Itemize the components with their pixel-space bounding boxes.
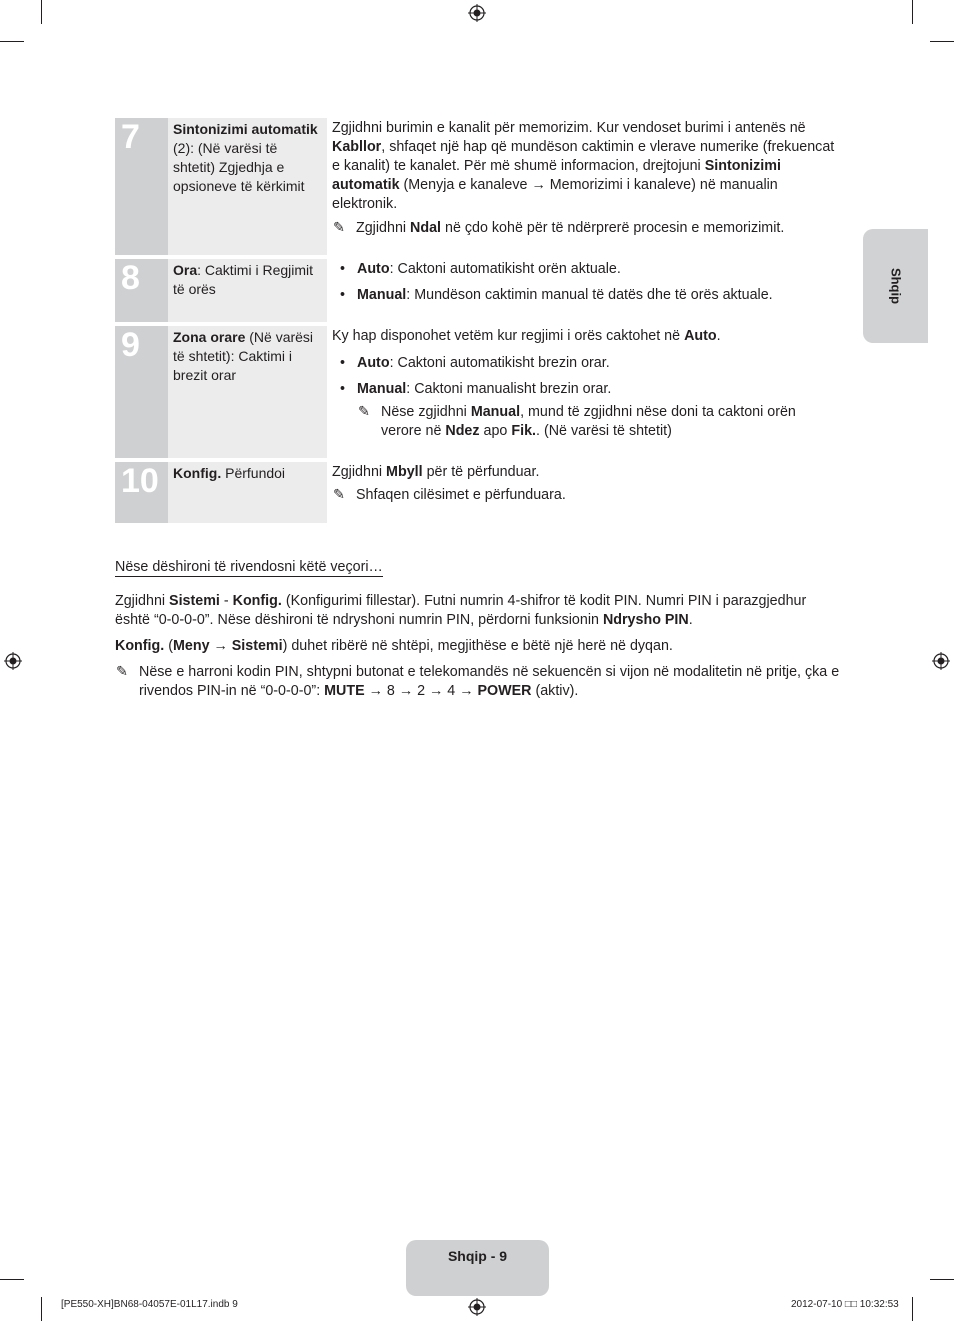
- crop-mark: [0, 41, 24, 42]
- list-item: • Auto: Caktoni automatikisht orën aktuale.: [332, 260, 835, 279]
- step-description: [327, 462, 835, 523]
- crop-mark: [0, 1279, 24, 1280]
- step-note: ✎ Shfaqen cilësimet e përfunduara.: [333, 487, 566, 503]
- registration-mark-icon: [4, 652, 22, 670]
- print-timestamp: 2012-07-10 □□ 10:32:53: [791, 1299, 899, 1310]
- step-title: Konfig. Përfundoi: [168, 462, 327, 523]
- setup-steps-table: [115, 118, 835, 527]
- reset-paragraph: Zgjidhni Sistemi - Konfig. (Konfigurimi fillestar). Futni numrin 4-shifror të kodit PIN. Numri PIN i parazgjedhur është “0-0-0-0”. Nëse dëshironi të ndryshoni numrin PIN, përdorni funksionin Ndrysho PIN.: [115, 593, 807, 628]
- step-note: ✎ Nëse zgjidhni Manual, mund të zgjidhni nëse doni ta caktoni orën verore në Ndez apo Fik.. (Në varësi të shtetit): [358, 404, 796, 439]
- crop-mark: [930, 41, 954, 42]
- step-row: [115, 259, 835, 322]
- pen-note-icon: ✎: [116, 664, 128, 680]
- step-number: 9: [115, 326, 168, 458]
- pen-note-icon: ✎: [333, 220, 345, 236]
- step-row: [115, 118, 835, 255]
- pen-note-icon: ✎: [358, 404, 370, 420]
- reset-note: ✎ Nëse e harroni kodin PIN, shtypni butonat e telekomandës në sekuencën si vijon në modalitetin në pritje, çka e rivendos PIN-in në “0-0-0-0”: MUTE → 8 → 2 → 4 → POWER (aktiv).: [116, 664, 840, 699]
- reset-heading: Nëse dëshironi të rivendosni këtë veçori…: [115, 559, 383, 575]
- crop-mark: [41, 1297, 42, 1321]
- step-number: 10: [115, 462, 168, 523]
- step-paragraph: Zgjidhni burimin e kanalit për memorizim. Kur vendoset burimi i antenës në Kabllor, shfaqet një hap që mundëson caktimin e vlerave numerike (frekuencat e kanalit) te kanalet. Për më shumë informacion, drejtojuni Sintonizimi automatik (Menyja e kanaleve → Memorizimi i kanaleve) në manualin elektronik.: [332, 120, 835, 212]
- language-side-tab: [863, 229, 928, 343]
- crop-mark: [912, 0, 913, 24]
- option-list: [332, 354, 835, 441]
- step-row: [115, 326, 835, 458]
- step-title: Ora: Caktimi i Regjimit të orës: [168, 259, 327, 322]
- language-tab-label: Shqip: [888, 267, 903, 305]
- step-description: [327, 259, 835, 322]
- step-number: 8: [115, 259, 168, 322]
- crop-mark: [930, 1279, 954, 1280]
- step-paragraph: Ky hap disponohet vetëm kur regjimi i orës caktohet në Auto.: [332, 328, 721, 344]
- step-description: [327, 326, 835, 458]
- print-file-info: [PE550-XH]BN68-04057E-01L17.indb 9: [61, 1299, 238, 1310]
- step-note: ✎ Zgjidhni Ndal në çdo kohë për të ndërprerë procesin e memorizimit.: [333, 220, 785, 236]
- step-paragraph: Zgjidhni Mbyll për të përfunduar.: [332, 464, 540, 480]
- page-number-badge: [406, 1240, 549, 1296]
- page-number: Shqip - 9: [447, 1248, 508, 1264]
- step-title: Sintonizimi automatik (2): (Në varësi të shtetit) Zgjedhja e opsioneve të kërkimit: [168, 118, 327, 255]
- step-number: 7: [115, 118, 168, 255]
- reset-paragraph: Konfig. (Meny → Sistemi) duhet ribërë në shtëpi, megjithëse e bëtë një herë në dyqan.: [115, 638, 673, 654]
- list-item: • Manual: Caktoni manualisht brezin orar. ✎ Nëse zgjidhni Manual, mund të zgjidhni nëse doni ta caktoni orën verore në Ndez apo Fik.. (Në varësi të shtetit): [332, 380, 835, 441]
- list-item: • Auto: Caktoni automatikisht brezin orar.: [332, 354, 835, 373]
- step-row: [115, 462, 835, 523]
- crop-mark: [912, 1297, 913, 1321]
- list-item: • Manual: Mundëson caktimin manual të datës dhe të orës aktuale.: [332, 286, 835, 305]
- option-list: [332, 260, 835, 305]
- registration-mark-icon: [468, 1298, 486, 1316]
- pen-note-icon: ✎: [333, 487, 345, 503]
- reset-section: [115, 558, 840, 701]
- step-title: Zona orare (Në varësi të shtetit): Caktimi i brezit orar: [168, 326, 327, 458]
- registration-mark-icon: [932, 652, 950, 670]
- step-description: [327, 118, 835, 255]
- crop-mark: [41, 0, 42, 24]
- registration-mark-icon: [468, 4, 486, 22]
